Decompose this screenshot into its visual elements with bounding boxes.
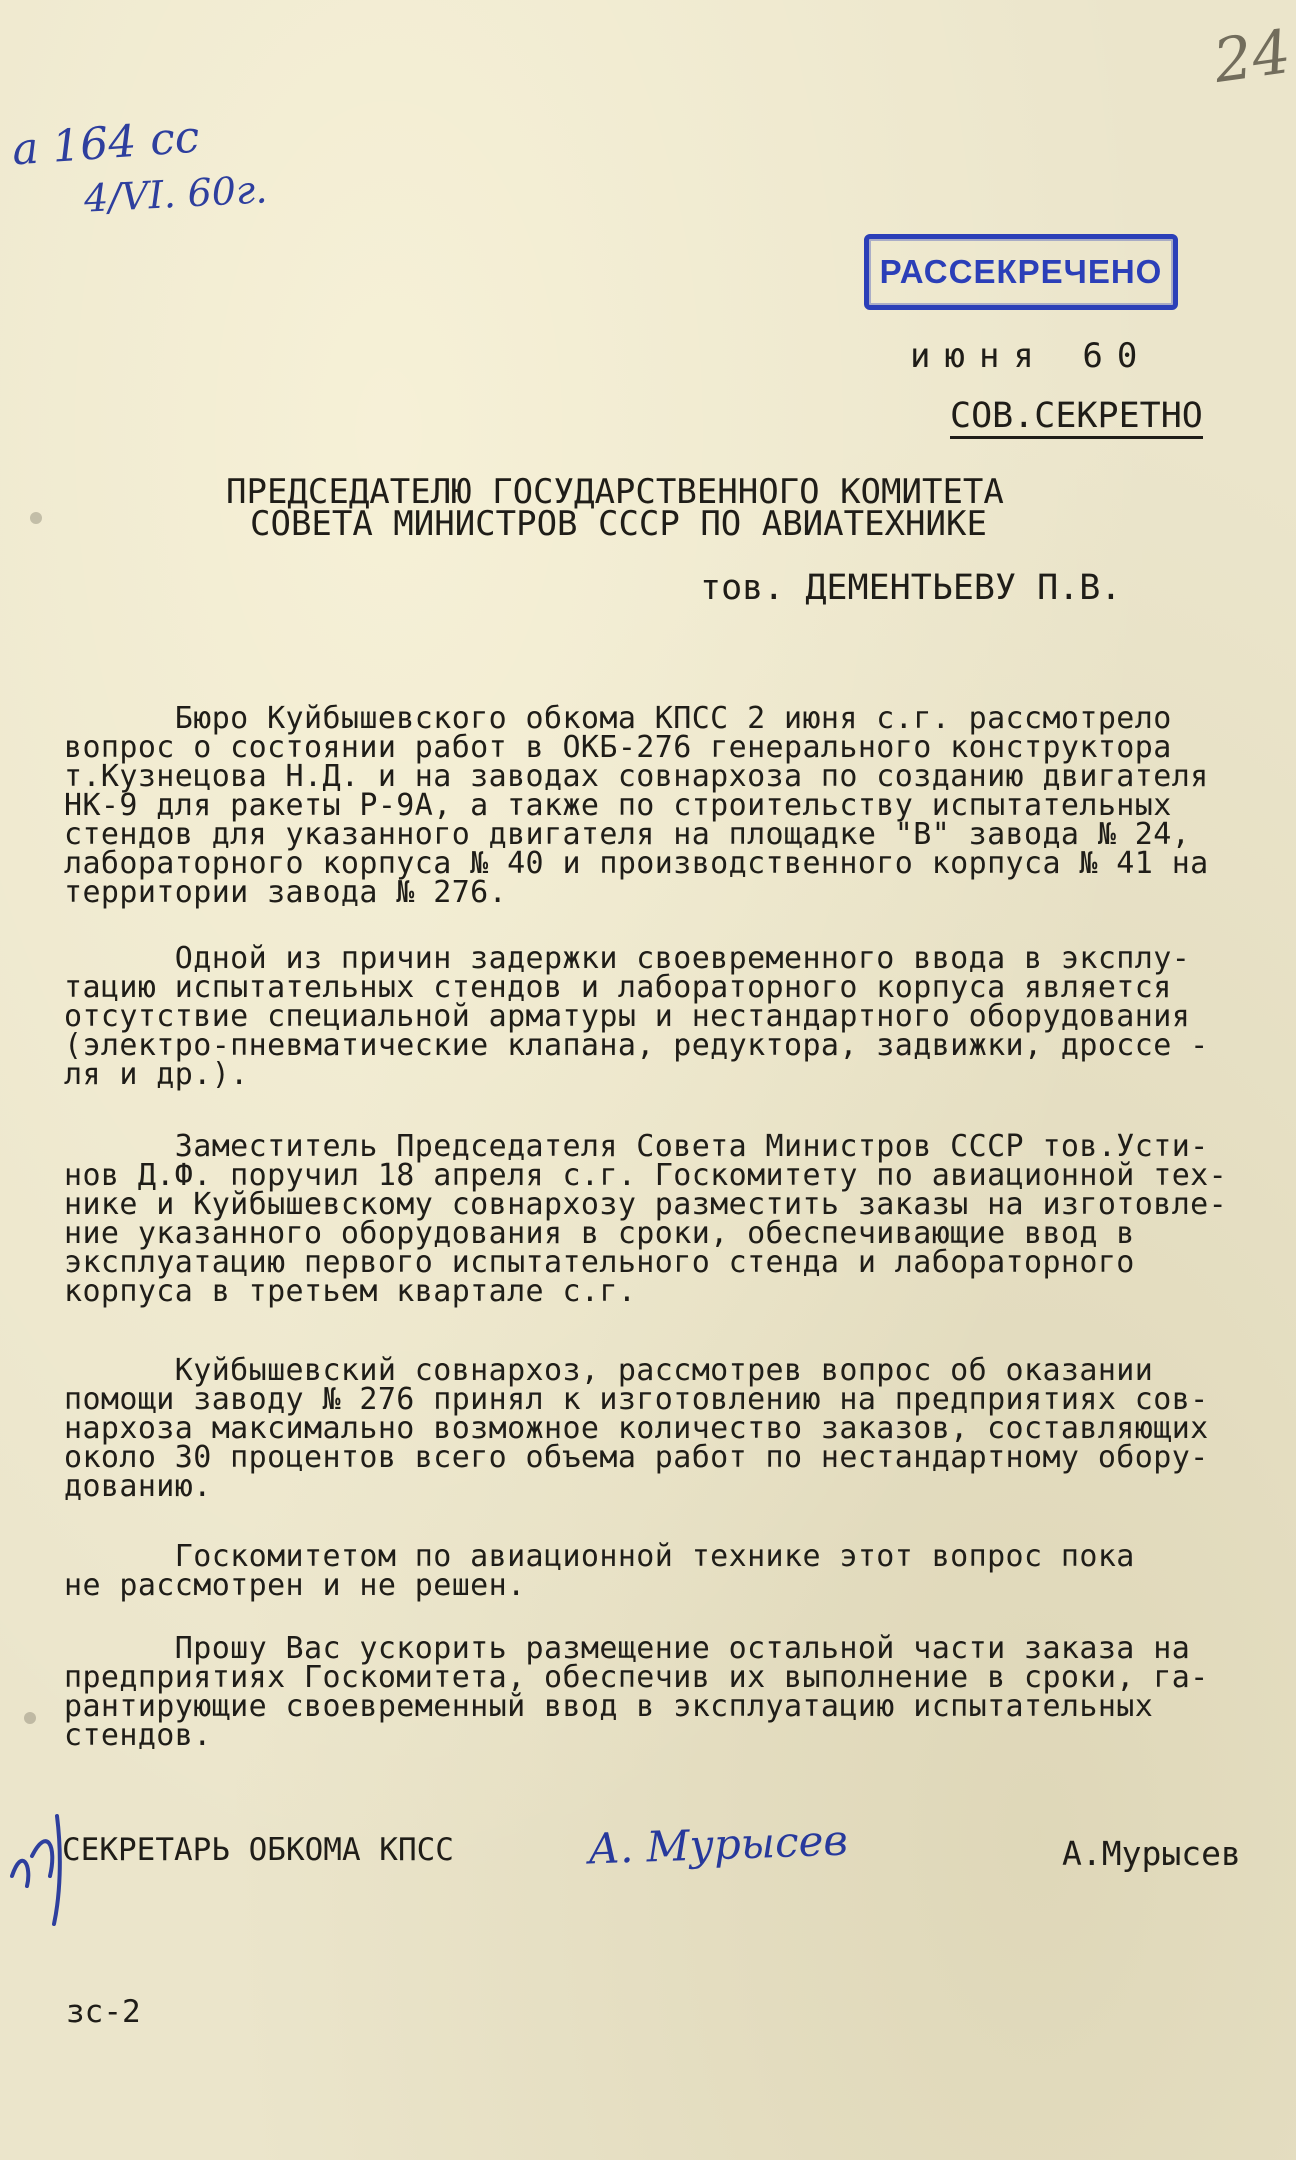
paragraph-6-line: предприятиях Госкомитета, обеспечив их выполнение в сроки, га- [64,1660,1209,1695]
punch-hole [30,512,42,524]
punch-hole [24,1712,36,1724]
addressee-name: тов. ДЕМЕНТЬЕВУ П.В. [700,568,1122,608]
handwritten-reference-number: а 164 сс [10,111,202,176]
paragraph-4-line: около 30 процентов всего объема работ по нестандартному обору- [64,1440,1209,1475]
handwritten-signature: А. Мурысев [587,1815,849,1874]
paragraph-1-line: вопрос о состоянии работ в ОКБ-276 генерального конструктора [64,730,1172,765]
handwritten-reference-date: 4/VI. 60г. [82,167,269,221]
paragraph-1-line: Бюро Куйбышевского обкома КПСС 2 июня с.г. рассмотрело [64,701,1172,736]
paragraph-3-line: эксплуатацию первого испытательного стенда и лабораторного [64,1245,1135,1280]
handwritten-page-number: 24 [1209,17,1295,97]
paragraph-4-line: дованию. [64,1469,212,1504]
paragraph-5-line: Госкомитетом по авиационной технике этот вопрос пока [64,1539,1135,1574]
paragraph-4-line: нархоза максимально возможное количество заказов, составляющих [64,1411,1209,1446]
addressee-line-2: СОВЕТА МИНИСТРОВ СССР ПО АВИАТЕХНИКЕ [250,504,987,544]
paragraph-1-line: т.Кузнецова Н.Д. и на заводах совнархоза по созданию двигателя [64,759,1209,794]
paragraph-2-line: Одной из причин задержки своевременного ввода в эксплу- [64,941,1191,976]
paragraph-1-line: стендов для указанного двигателя на площадке "В" завода № 24, [64,817,1191,852]
classification-label: СОВ.СЕКРЕТНО [950,398,1203,439]
paragraph-6-line: рантирующие своевременный ввод в эксплуатацию испытательных [64,1689,1154,1724]
margin-ink-mark [2,1806,72,1926]
paragraph-2-line: ля и др.). [64,1057,249,1092]
paragraph-5-line: не рассмотрен и не решен. [64,1568,526,1603]
signatory-title: СЕКРЕТАРЬ ОБКОМА КПСС [62,1832,454,1868]
paragraph-6-line: стендов. [64,1718,212,1753]
paragraph-4-line: помощи заводу № 276 принял к изготовлению на предприятиях сов- [64,1382,1209,1417]
paragraph-2-line: (электро-пневматические клапана, редуктора, задвижки, дроссе - [64,1028,1209,1063]
paragraph-6-line: Прошу Вас ускорить размещение остальной части заказа на [64,1631,1191,1666]
paragraph-2-line: тацию испытательных стендов и лабораторного корпуса является [64,970,1172,1005]
paragraph-3-line: нике и Куйбышевскому совнархозу разместить заказы на изготовле- [64,1187,1228,1222]
paragraph-2-line: отсутствие специальной арматуры и нестандартного оборудования [64,999,1191,1034]
paragraph-1-line: лабораторного корпуса № 40 и производственного корпуса № 41 на [64,846,1209,881]
signatory-name: А.Мурысев [1062,1834,1241,1873]
paragraph-3-line: нов Д.Ф. поручил 18 апреля с.г. Госкомитету по авиационной тех- [64,1158,1228,1193]
document-date: июня 60 [910,336,1152,376]
paragraph-3-line: ние указанного оборудования в сроки, обеспечивающие ввод в [64,1216,1135,1251]
footer-code: зс-2 [66,1994,141,2030]
declassified-stamp: РАССЕКРЕЧЕНО [864,234,1178,310]
paragraph-1-line: НК-9 для ракеты Р-9А, а также по строительству испытательных [64,788,1172,823]
paragraph-1-line: территории завода № 276. [64,875,508,910]
paragraph-3-line: Заместитель Председателя Совета Министров СССР тов.Усти- [64,1129,1209,1164]
paragraph-3-line: корпуса в третьем квартале с.г. [64,1274,637,1309]
paragraph-4-line: Куйбышевский совнархоз, рассмотрев вопрос об оказании [64,1353,1154,1388]
addressee-line-1: ПРЕДСЕДАТЕЛЮ ГОСУДАРСТВЕННОГО КОМИТЕТА [226,472,1004,512]
